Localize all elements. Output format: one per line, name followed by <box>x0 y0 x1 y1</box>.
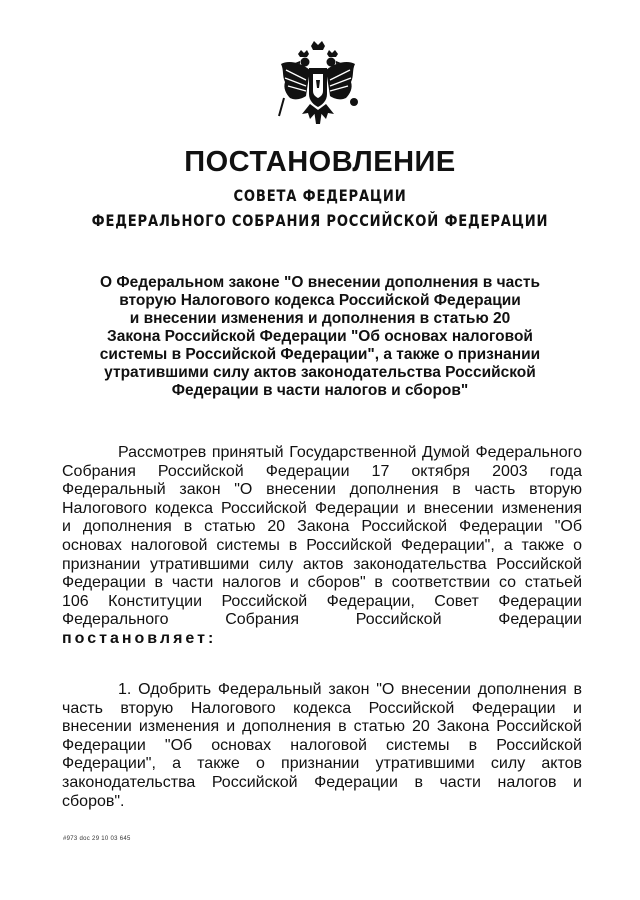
paragraph-line: часть вторую Налогового кодекса Российской Федерации и <box>62 699 582 717</box>
paragraph-line: Налогового кодекса Российской Федерации и внесении изменения <box>62 499 582 517</box>
issuer-line-2: ФЕДЕРАЛЬНОГО СОБРАНИЯ РОССИЙСКОЙ ФЕДЕРАЦИИ <box>91 211 549 230</box>
resolution-subject-heading <box>40 274 600 400</box>
heading-line: утратившими силу актов законодательства Российской <box>104 364 536 381</box>
paragraph-line: и дополнения в статью 20 Закона Российской Федерации "Об <box>62 518 582 536</box>
paragraph-line: 1. Одобрить Федеральный закон "О внесении дополнения в <box>118 681 582 698</box>
issuer-line-1: СОВЕТА ФЕДЕРАЦИИ <box>233 186 407 205</box>
paragraph-line: Федерации в части налогов и сборов" в соответствии со статьей <box>62 574 582 592</box>
paragraph-line: Собрания Российской Федерации 17 октября 2003 года <box>62 462 582 480</box>
preamble-paragraph <box>62 444 582 649</box>
paragraph-line: сборов". <box>62 792 125 810</box>
paragraph-line: Федерации", а также о признании утратившими силу актов <box>62 755 582 773</box>
heading-line: и внесении изменения и дополнения в статью 20 <box>129 310 511 327</box>
heading-line: Федерации в части налогов и сборов" <box>171 382 469 399</box>
heading-line: вторую Налогового кодекса Российской Федерации <box>119 292 521 309</box>
paragraph-line: Федерации "Об основах налоговой системы в Российской <box>62 736 582 754</box>
paragraph-line: основах налоговой системы в Российской Федерации", а также о <box>62 536 582 554</box>
paragraph-line: Рассмотрев принятый Государственной Думой Федерального <box>118 444 582 461</box>
resolves-word: постановляет: <box>62 629 217 647</box>
paragraph-line: Федерального Собрания Российской Федерации <box>62 611 582 629</box>
heading-line: системы в Российской Федерации", а также о признании <box>99 346 541 363</box>
clause-1-paragraph <box>62 681 582 811</box>
paragraph-line: законодательства Российской Федерации в части налогов и <box>62 773 582 791</box>
paragraph-line: признании утратившими силу актов законодательства Российской <box>62 555 582 573</box>
paragraph-line: внесении изменения и дополнения в статью 20 Закона Российской <box>62 718 582 736</box>
file-reference-note: #973 doc 29 10 03 645 <box>63 836 131 842</box>
paragraph-line: Федеральный закон "О внесении дополнения в часть вторую <box>62 481 582 499</box>
heading-line: О Федеральном законе "О внесении дополнения в часть <box>100 274 540 291</box>
document-title: ПОСТАНОВЛЕНИЕ <box>184 146 456 178</box>
double-headed-eagle-icon <box>276 40 360 130</box>
heading-line: Закона Российской Федерации "Об основах налоговой <box>107 328 533 345</box>
paragraph-line: 106 Конституции Российской Федерации, Совет Федерации <box>62 592 582 610</box>
